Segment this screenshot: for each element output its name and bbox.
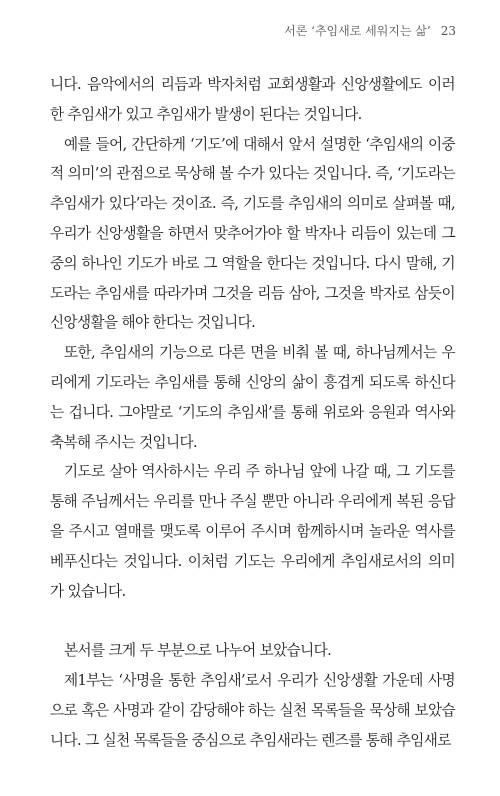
running-title: 서론 ‘추임새로 세워지는 삶’ — [284, 24, 431, 38]
page-number: 23 — [440, 24, 456, 38]
paragraph: 니다. 음악에서의 리듬과 박자처럼 교회생활과 신앙생활에도 이러한 추임새가 있고 추임새가 발생이 된다는 것입니다. — [50, 76, 455, 123]
paragraph: 기도로 살아 역사하시는 우리 주 하나님 앞에 나갈 때, 그 기도를 통해 주님께서는 우리를 만나 주실 뿐만 아니라 우리에게 복된 응답을 주시고 열매를 맺도록 이루어 주시며 함께하시며 놀라운 역사를 베푸신다는 것입니다. 이처럼 기도는 우리에게 추임새로서의 의미가 있습니다. — [50, 463, 455, 600]
paragraph-gap — [50, 606, 455, 636]
paragraph: 또한, 추임새의 기능으로 다른 면을 비춰 볼 때, 하나님께서는 우리에게 기도라는 추임새를 통해 신앙의 삶이 흥겹게 되도록 하신다는 겁니다. 그야말로 ‘기도의 추임새’를 통해 위로와 응원과 역사와 축복해 주시는 것입니다. — [50, 344, 455, 451]
paragraph: 본서를 크게 두 부분으로 나누어 보았습니다. — [64, 642, 332, 660]
running-header — [284, 22, 456, 39]
paragraph: 예를 들어, 간단하게 ‘기도’에 대해서 앞서 설명한 ‘추임새의 이중적 의미’의 관점으로 묵상해 볼 수가 있다는 것입니다. 즉, ‘기도라는 추임새가 있다’라는 것이죠. 즉, 기도를 추임새의 의미로 살펴볼 때, 우리가 신앙생활을 하면서 맞추어가야 할 박자나 리듬이 있는데 그중의 하나인 기도가 바로 그 역할을 한다는 것입니다. 다시 말해, 기도라는 추임새를 따라가며 그것을 리듬 삼아, 그것을 박자로 삼듯이 신앙생활을 해야 한다는 것입니다. — [50, 135, 455, 332]
body-text — [50, 70, 455, 756]
paragraph: 제1부는 ‘사명을 통한 추임새’로서 우리가 신앙생활 가운데 사명으로 혹은 사명과 같이 감당해야 하는 실천 목록들을 묵상해 보았습니다. 그 실천 목록들을 중심으로 추임새라는 렌즈를 통해 추임새로 — [50, 672, 455, 749]
